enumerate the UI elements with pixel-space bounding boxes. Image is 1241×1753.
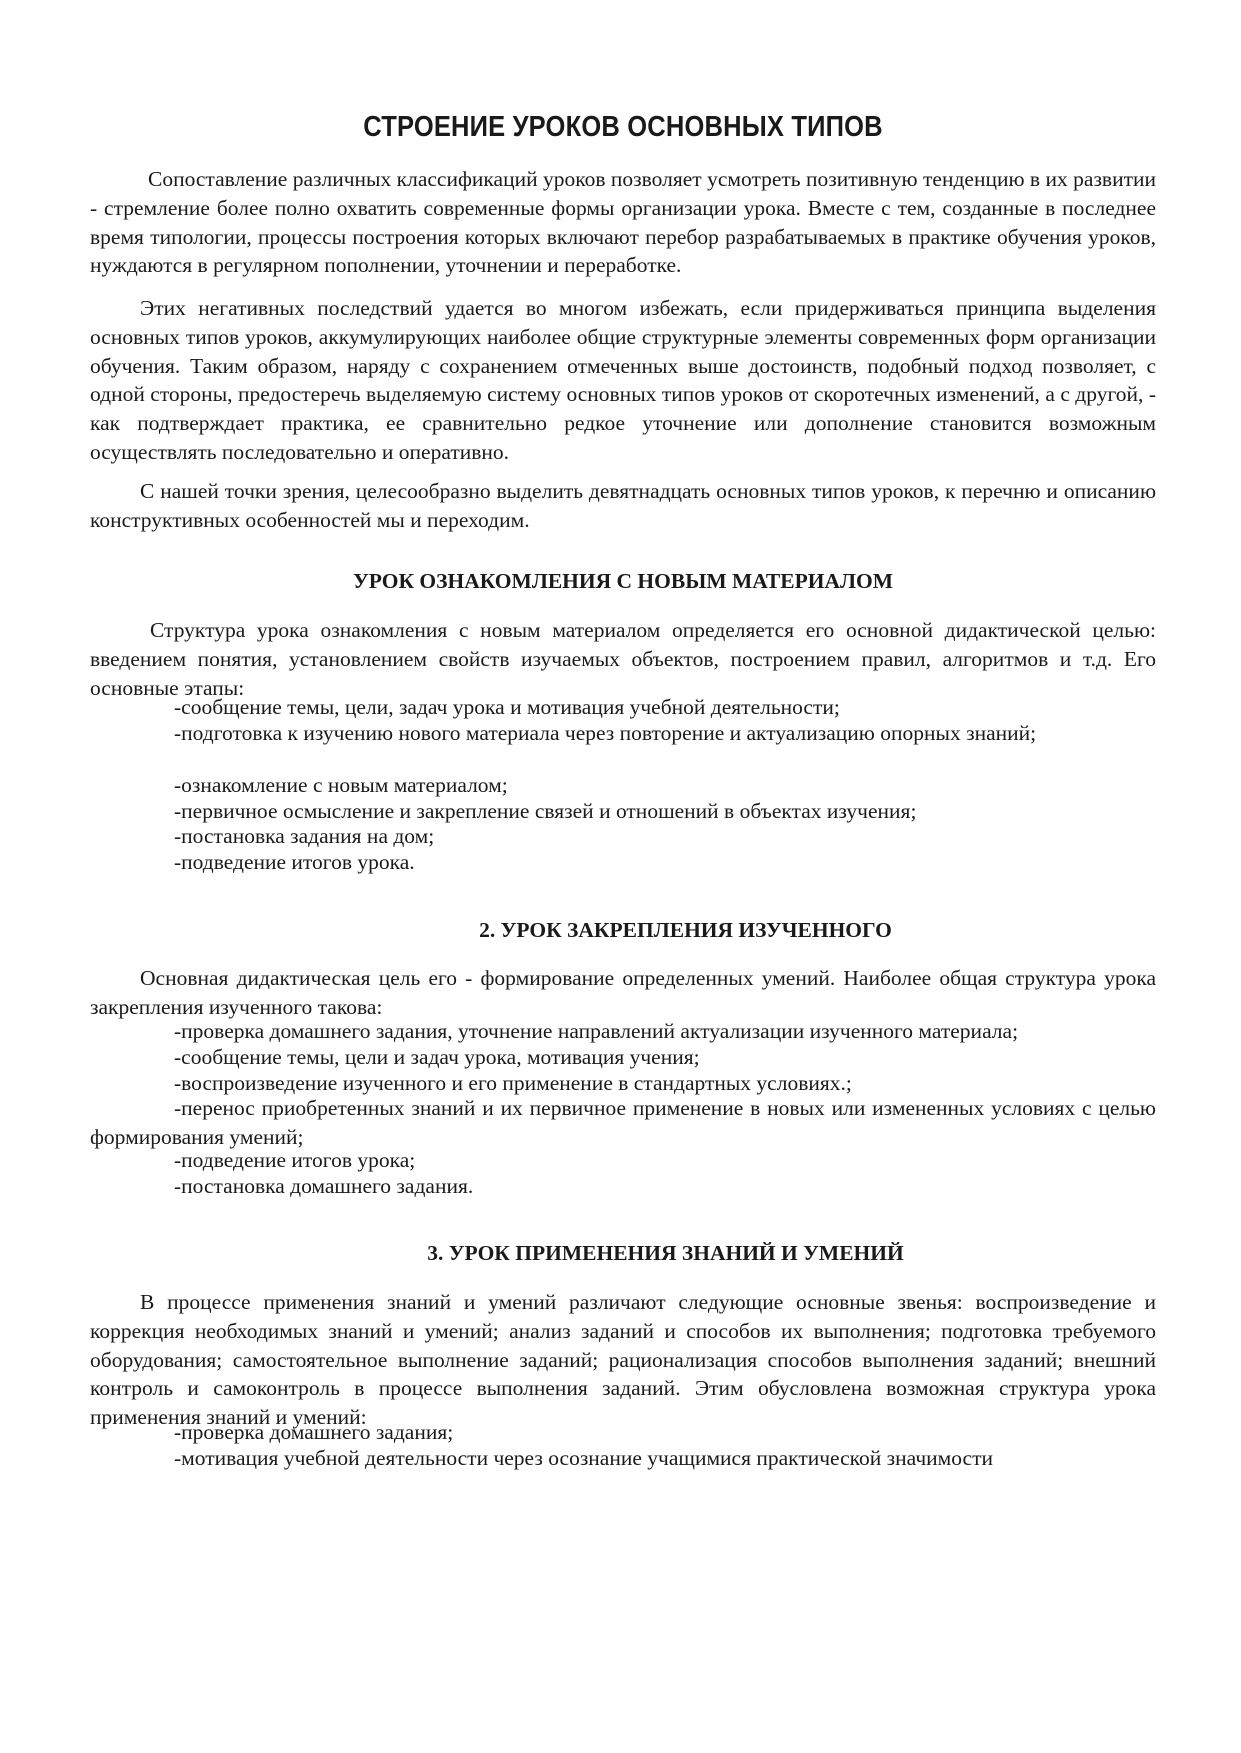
section-2-text: Основная дидактическая цель его - формирование определенных умений. Наиболее общая структура урока закрепления изученного такова:: [90, 966, 1156, 1019]
section-1-list-item: -подготовка к изучению нового материала через повторение и актуализацию опорных знаний;: [174, 721, 1037, 745]
section-2-list-item: -воспроизведение изученного и его применение в стандартных условиях.;: [174, 1071, 852, 1095]
intro-paragraph-1: Сопоставление различных классификаций уроков позволяет усмотреть позитивную тенденцию в их развитии - стремление более полно охватить современные формы организации урока. Вместе с тем, созданные в последнее время типологии, процессы построения которых включают перебор разрабатываемых в практике обучения уроков, нуждаются в регулярном пополнении, уточнении и переработке.: [90, 167, 1156, 278]
section-1-list-item: -сообщение темы, цели, задач урока и мотивация учебной деятельности;: [174, 695, 840, 719]
section-2-list-item: -постановка домашнего задания.: [174, 1174, 474, 1198]
section-1-list-item: -подведение итогов урока.: [174, 850, 415, 874]
section-1-list-item: -постановка задания на дом;: [174, 824, 435, 848]
section-1-list-item: -ознакомление с новым материалом;: [174, 773, 508, 797]
document-title: СТРОЕНИЕ УРОКОВ ОСНОВНЫХ ТИПОВ: [363, 111, 883, 143]
section-1-text: Структура урока ознакомления с новым материалом определяется его основной дидактической целью: введением понятия, установлением свойств изучаемых объектов, построением правил, алгоритмов и т.д. Его основные этапы:: [90, 618, 1156, 700]
section-3-text: В процессе применения знаний и умений различают следующие основные звенья: воспроизведение и коррекция необходимых знаний и умений; анализ заданий и способов их выполнения; подготовка требуемого оборудования; самостоятельное выполнение заданий; рационализация способов выполнения заданий; внешний контроль и самоконтроль в процессе выполнения заданий. Этим обусловлена возможная структура урока применения знаний и умений:: [90, 1290, 1156, 1430]
section-2-list-item: -перенос приобретенных знаний и их первичное применение в новых или измененных условиях с целью формирования умений;: [90, 1096, 1156, 1149]
section-3-list-item: -проверка домашнего задания;: [174, 1420, 454, 1444]
section-1-heading: УРОК ОЗНАКОМЛЕНИЯ С НОВЫМ МАТЕРИАЛОМ: [352, 569, 894, 593]
section-2-list-item: -сообщение темы, цели и задач урока, мотивация учения;: [174, 1045, 700, 1069]
section-2-list-item: -подведение итогов урока;: [174, 1148, 416, 1172]
section-1-list-item: -первичное осмысление и закрепление связей и отношений в объектах изучения;: [174, 799, 917, 823]
section-3-list-item: -мотивация учебной деятельности через осознание учащимися практической значимости: [174, 1446, 993, 1470]
intro-paragraph-3: С нашей точки зрения, целесообразно выделить девятнадцать основных типов уроков, к перечню и описанию конструктивных особенностей мы и переходим.: [90, 479, 1156, 532]
section-3-heading: 3. УРОК ПРИМЕНЕНИЯ ЗНАНИЙ И УМЕНИЙ: [427, 1241, 904, 1265]
section-2-heading: 2. УРОК ЗАКРЕПЛЕНИЯ ИЗУЧЕННОГО: [479, 918, 892, 942]
section-2-list-item: -проверка домашнего задания, уточнение направлений актуализации изученного материала;: [174, 1019, 1019, 1043]
intro-paragraph-2: Этих негативных последствий удается во многом избежать, если придерживаться принципа выделения основных типов уроков, аккумулирующих наиболее общие структурные элементы современных форм организации обучения. Таким образом, наряду с сохранением отмеченных выше достоинств, подобный подход позволяет, с одной стороны, предостеречь выделяемую систему основных типов уроков от скоротечных изменений, а с другой, - как подтверждает практика, ее сравнительно редкое уточнение или дополнение становится возможным осуществлять последовательно и оперативно.: [90, 296, 1156, 464]
